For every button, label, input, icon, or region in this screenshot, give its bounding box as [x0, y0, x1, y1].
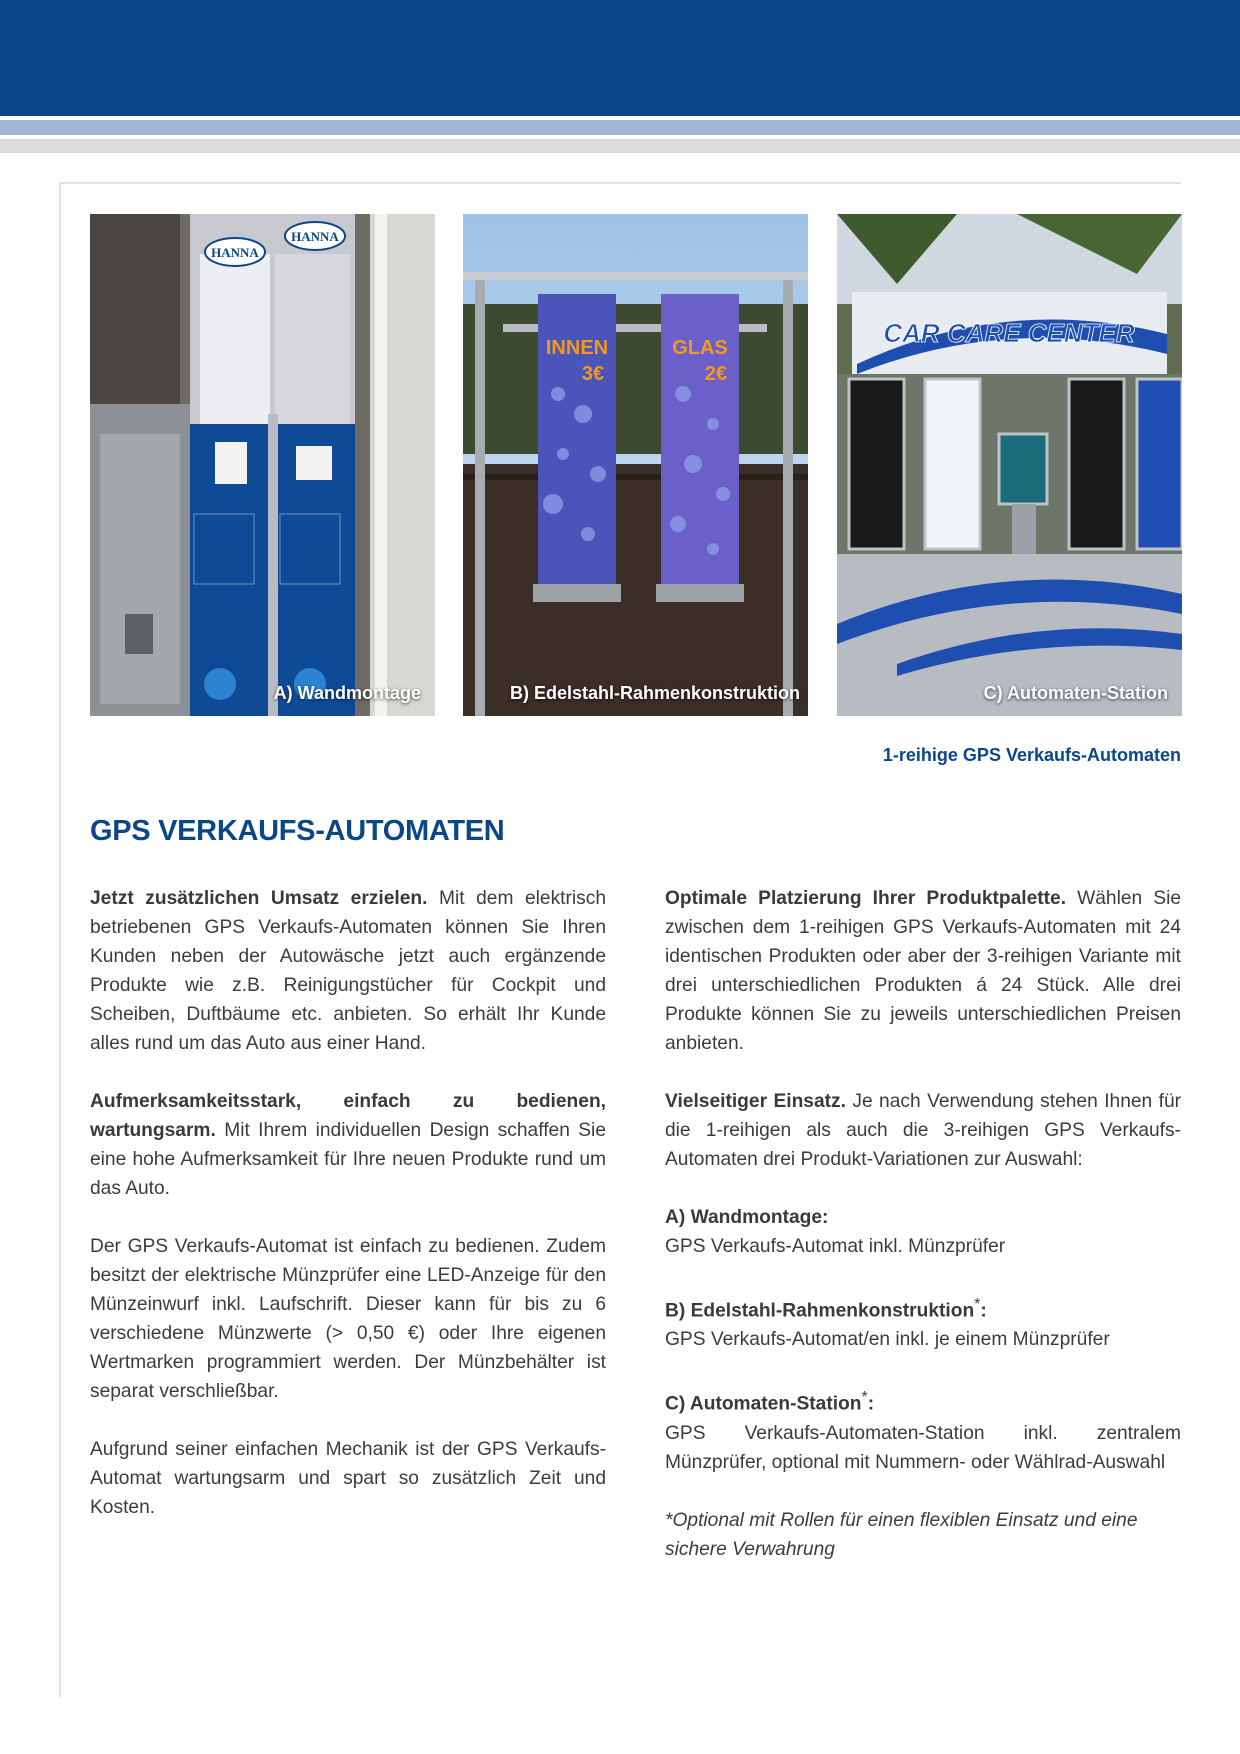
paragraph-text: Der GPS Verkaufs-Automat ist einfach zu bedienen. Zudem besitzt der elektrische Münzprüfer eine LED-Anzeige für den Münzeinwurf inkl. Laufschrift. Dieser kann für bis zu 6 verschiedene Münzwerte (> 0,50 €) oder Ihre eigenen Wertmarken programmiert werden. Der Münzbehälter ist separat verschließbar. — [90, 1236, 606, 1402]
header-stripe-blue — [0, 120, 1240, 135]
heading-colon: : — [980, 1300, 987, 1322]
variant-b-heading: B) Edelstahl-Rahmenkonstruktion — [665, 1300, 975, 1322]
variant-text — [665, 1419, 1181, 1477]
content-frame-left — [59, 182, 61, 1697]
heading-colon: : — [867, 1393, 875, 1415]
wall-mount-illustration — [90, 214, 435, 716]
footnote-marker: * — [974, 1296, 981, 1313]
paragraph-lead: Vielseitiger Einsatz. — [665, 1091, 846, 1112]
logo-text: HANNA — [291, 229, 339, 244]
paragraph-text: Wählen Sie zwischen dem 1-reihigen GPS Verkaufs-Automaten mit 24 identischen Produkten oder aber der 3-reihigen Variante mit drei unterschiedlichen Produkten á 24 Stück. Alle drei Produkte können Sie zu jeweils unterschiedlichen Preisen anbieten. — [665, 888, 1182, 1054]
page-title: GPS VERKAUFS-AUTOMATEN — [90, 815, 505, 847]
paragraph-text: Mit Ihrem individuellen Design schaffen Sie eine hohe Aufmerksamkeit für Ihre neuen Produkte rund um das Auto. — [90, 1120, 606, 1199]
variant-heading — [665, 1203, 1181, 1232]
paragraph-lead: Optimale Platzierung Ihrer Produktpalette. — [665, 888, 1067, 909]
content-frame-top — [59, 182, 1181, 184]
variant-b-text: GPS Verkaufs-Automat/en inkl. je einem Münzprüfer — [665, 1329, 1110, 1351]
paragraph-text: Je nach Verwendung stehen Ihnen für die 1-reihigen als auch die 3-reihigen GPS Verkaufs-Automaten drei Produkt-Variationen zur Auswahl: — [665, 1091, 1182, 1170]
logo-text: HANNA — [211, 245, 259, 260]
paragraph — [90, 1435, 606, 1522]
paragraph-lead: Jetzt zusätzlichen Umsatz erzielen. — [90, 888, 428, 909]
photo-wandmontage — [90, 214, 435, 716]
panel-text: INNEN — [545, 337, 609, 359]
panel-price: 2€ — [704, 363, 728, 385]
footnote: *Optional mit Rollen für einen flexiblen Einsatz und eine sichere Verwahrung — [665, 1509, 1138, 1560]
station-illustration — [837, 214, 1182, 716]
paragraph-lead: Aufmerksamkeitsstark, einfach zu bedienen, wartungsarm. — [90, 1091, 606, 1141]
variant-heading — [665, 1290, 1181, 1325]
frame-construction-illustration — [463, 214, 808, 716]
paragraph — [665, 884, 1181, 1058]
footnote-marker: * — [861, 1389, 868, 1407]
paragraph-text: Aufgrund seiner einfachen Mechanik ist der GPS Verkaufs-Automat wartungsarm und spart so zusätzlich Zeit und Kosten. — [90, 1439, 606, 1518]
left-column — [90, 884, 606, 1551]
variant-c-heading: C) Automaten-Station — [665, 1393, 862, 1415]
photo-caption: B) Edelstahl-Rahmenkonstruktion — [510, 683, 801, 703]
paragraph — [90, 1232, 606, 1406]
paragraph — [90, 1087, 606, 1203]
variant-heading — [665, 1383, 1181, 1418]
photo-automaten-station — [837, 214, 1182, 716]
sign-text: CAR CARE CENTER — [883, 318, 1135, 348]
variant-a-heading: A) Wandmontage: — [665, 1207, 829, 1228]
variant-text — [665, 1232, 1181, 1261]
paragraph — [90, 884, 606, 1058]
photo-edelstahl-rahmen — [463, 214, 808, 716]
photo-series-caption: 1-reihige GPS Verkaufs-Automaten — [882, 745, 1181, 765]
right-column — [665, 884, 1181, 1593]
panel-text: GLAS — [672, 337, 728, 359]
photo-caption: C) Automaten-Station — [983, 683, 1168, 703]
header-bar — [0, 0, 1240, 116]
variant-c-text: GPS Verkaufs-Automaten-Station inkl. zentralem Münzprüfer, optional mit Nummern- oder Wählrad-Auswahl — [665, 1422, 1181, 1473]
panel-price: 3€ — [581, 363, 605, 385]
photo-caption: A) Wandmontage — [273, 683, 421, 703]
paragraph — [665, 1087, 1181, 1174]
variant-a-text: GPS Verkaufs-Automat inkl. Münzprüfer — [665, 1236, 1006, 1257]
variant-text — [665, 1325, 1181, 1354]
header-stripe-grey — [0, 139, 1240, 153]
paragraph-text: Mit dem elektrisch betriebenen GPS Verkaufs-Automaten können Sie Ihren Kunden neben der Autowäsche jetzt auch ergänzende Produkte wie z.B. Reinigungstücher für Cockpit und Scheiben, Duftbäume etc. anbieten. So erhält Ihr Kunde alles rund um das Auto aus einer Hand. — [90, 888, 607, 1054]
